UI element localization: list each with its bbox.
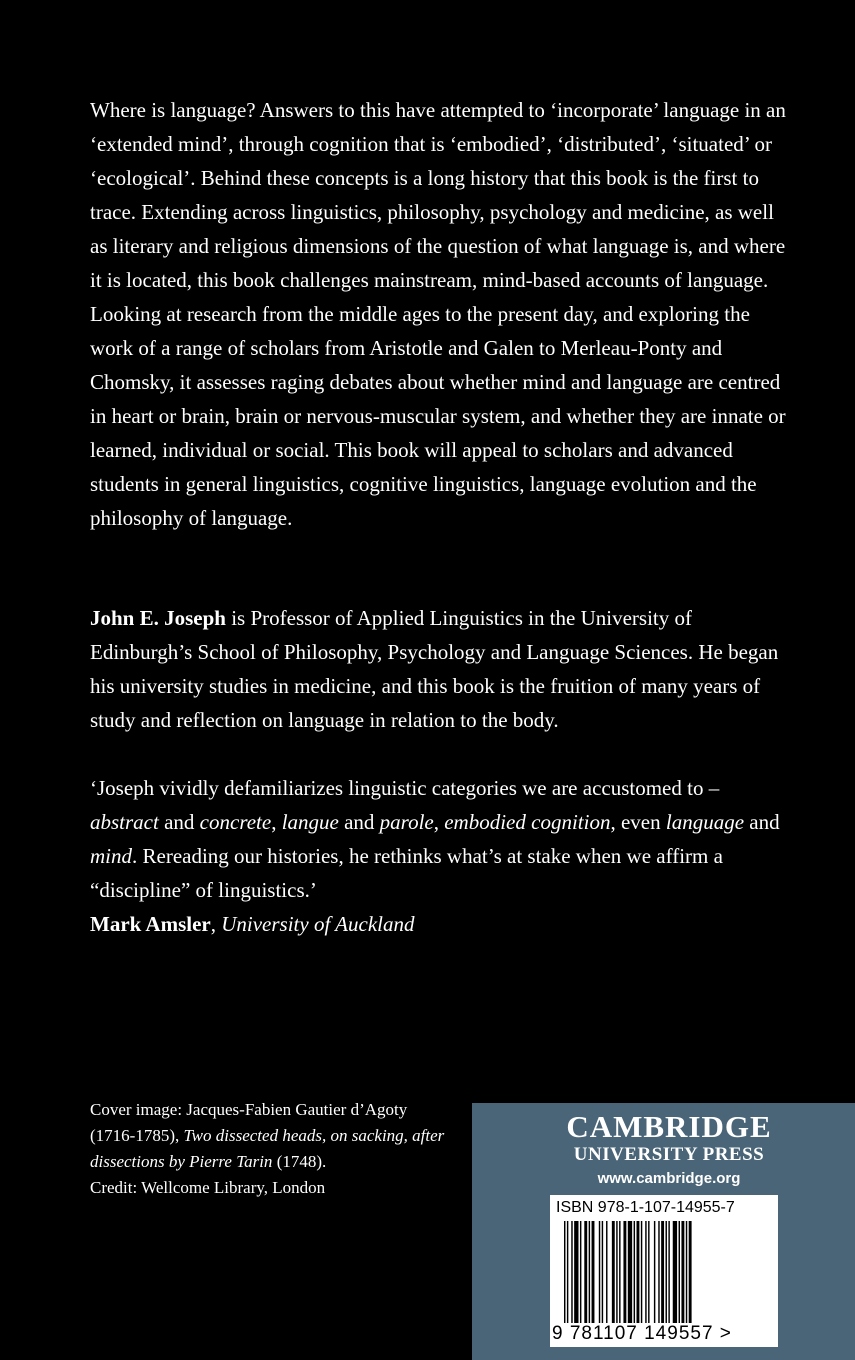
quote-text: , even [610, 810, 666, 834]
barcode-bar [645, 1221, 646, 1323]
credit-text: (1748). [272, 1152, 327, 1171]
quote-affiliation: University of Auckland [221, 912, 415, 936]
barcode-icon [564, 1221, 760, 1323]
publisher-subtitle: UNIVERSITY PRESS [573, 1144, 765, 1165]
publisher-panel [472, 1103, 855, 1360]
publisher-logo: CAMBRIDGE [566, 1109, 772, 1144]
credit-text: Cover image: Jacques-Fabien Gautier d’Agoty (1716-1785), [90, 1100, 408, 1145]
quote-attribution-separator: , [210, 912, 222, 936]
review-quote [90, 771, 790, 941]
barcode-bar [619, 1221, 620, 1323]
quote-text: . Rereading our histories, he rethinks what’s at stake when we affirm a “discipline” of linguistics.’ [90, 844, 723, 902]
barcode-bar [589, 1221, 590, 1323]
barcode-bar [623, 1221, 626, 1323]
quote-attribution [90, 907, 790, 941]
barcode-bar [599, 1221, 600, 1323]
quote-text: and [744, 810, 780, 834]
barcode-bar [637, 1221, 640, 1323]
barcode-bar [666, 1221, 667, 1323]
author-bio [90, 601, 790, 737]
barcode-bar [679, 1221, 680, 1323]
barcode-bar [592, 1221, 595, 1323]
barcode-bar [602, 1221, 603, 1323]
barcode-bar [634, 1221, 635, 1323]
quote-term: mind [90, 844, 132, 868]
artwork-title: Two dissected heads, on sacking, after dissections by Pierre Tarin [90, 1126, 445, 1171]
book-description: Where is language? Answers to this have attempted to ‘incorporate’ language in an ‘extended mind’, through cognition that is ‘embodied’, ‘distributed’, ‘situated’ or ‘ecological’. Behind these concepts is a long history that this book is the first to trace. Extending across linguistics, philosophy, psychology and medicine, as well as literary and religious dimensions of the question of what language is, and where it is located, this book challenges mainstream, mind-based accounts of language. Looking at research from the middle ages to the present day, and exploring the work of a range of scholars from Aristotle and Galen to Merleau-Ponty and Chomsky, it assesses raging debates about whether mind and language are centred in heart or brain, brain or nervous-muscular system, and whether they are innate or learned, individual or social. This book will appeal to scholars and advanced students in general linguistics, cognitive linguistics, language evolution and the philosophy of language. [90, 98, 786, 530]
barcode-bar [654, 1221, 655, 1323]
quote-term: abstract [90, 810, 159, 834]
barcode-bar [564, 1221, 565, 1323]
barcode-bar [661, 1221, 664, 1323]
author-name: John E. Joseph [90, 606, 226, 630]
barcode-bar [606, 1221, 607, 1323]
barcode-bar [616, 1221, 617, 1323]
barcode-bar [686, 1221, 687, 1323]
barcode-bar [584, 1221, 587, 1323]
author-bio-text: is Professor of Applied Linguistics in the University of Edinburgh’s School of Philosophy, Psychology and Language Sciences. He began his university studies in medicine, and this book is the fruition of many years of study and reflection on language in relation to the body. [90, 606, 779, 732]
isbn-label: ISBN 978-1-107-14955-7 [556, 1199, 735, 1216]
quote-text: , [271, 810, 282, 834]
credit-source: Credit: Wellcome Library, London [90, 1178, 326, 1197]
barcode-bar [689, 1221, 692, 1323]
barcode-bar [628, 1221, 632, 1323]
quote-term: embodied cognition [444, 810, 611, 834]
quote-author: Mark Amsler [90, 912, 211, 936]
barcode-bar [641, 1221, 642, 1323]
barcode-bar [668, 1221, 669, 1323]
quote-text: , [433, 810, 445, 834]
quote-term: language [665, 810, 745, 834]
barcode-digits: 9 781107 149557 > [552, 1323, 732, 1344]
quote-text: ‘Joseph vividly defamiliarizes linguistic categories we are accustomed to – [90, 776, 720, 800]
barcode-bar [580, 1221, 581, 1323]
barcode-bar [567, 1221, 568, 1323]
publisher-url: www.cambridge.org [597, 1170, 741, 1187]
barcode-bar [571, 1221, 572, 1323]
quote-text: and [158, 810, 200, 834]
barcode-bar [574, 1221, 578, 1323]
barcode-bar [681, 1221, 684, 1323]
cover-image-credit [90, 1097, 450, 1201]
quote-term: parole [379, 810, 434, 834]
barcode-bar [648, 1221, 649, 1323]
quote-term: langue [281, 810, 339, 834]
barcode-bar [658, 1221, 659, 1323]
quote-term: concrete [199, 810, 272, 834]
barcode-bar [612, 1221, 615, 1323]
barcode-bar [673, 1221, 677, 1323]
isbn-barcode [550, 1195, 778, 1347]
quote-text: and [338, 810, 380, 834]
